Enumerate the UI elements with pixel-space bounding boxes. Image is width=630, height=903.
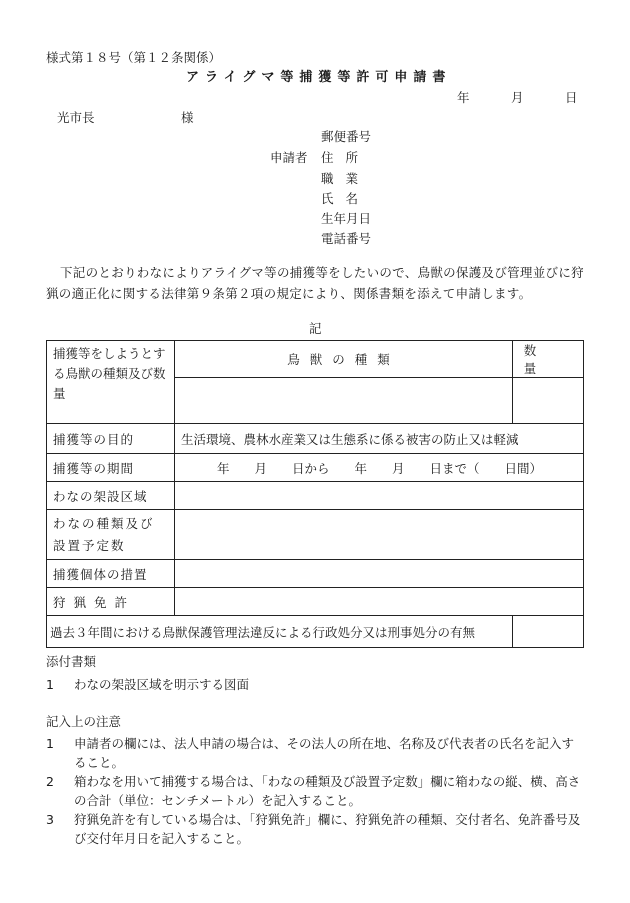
notes-heading: 記入上の注意 bbox=[46, 714, 122, 729]
quantity-input-cell[interactable] bbox=[513, 378, 584, 424]
note-item-text: 箱わなを用いて捕獲する場合は、「わなの種類及び設置予定数」欄に箱わなの縦、横、高さの合計（単位：センチメートル）を記入すること。 bbox=[74, 774, 581, 808]
disposal-label: 捕獲個体の措置 bbox=[47, 560, 175, 588]
note-item-number: 2 bbox=[46, 774, 54, 789]
note-item-text: 申請者の欄には、法人申請の場合は、その法人の所在地、名称及び代表者の氏名を記入すること。 bbox=[74, 736, 575, 770]
note-item-text: 狩猟免許を有している場合は、「狩猟免許」欄に、狩猟免許の種類、交付者名、免許番号及び交付年月日を記入すること。 bbox=[74, 812, 581, 846]
period-value[interactable]: 年 月 日から 年 月 日まで（ 日間） bbox=[175, 454, 584, 482]
license-label: 狩猟免許 bbox=[47, 588, 175, 616]
addressee-honorific: 様 bbox=[181, 110, 194, 125]
applicant-field-phone: 電話番号 bbox=[321, 231, 372, 246]
species-header: 鳥獣の種類 bbox=[175, 341, 513, 378]
applicant-field-name: 氏名 bbox=[321, 191, 371, 206]
disposal-row bbox=[47, 560, 584, 588]
note-item bbox=[46, 772, 586, 810]
addressee-office: 光市長 bbox=[57, 110, 95, 125]
attachment-item-text: わなの架設区域を明示する図面 bbox=[74, 677, 250, 692]
form-number: 様式第１８号（第１２条関係） bbox=[46, 50, 222, 65]
intro-paragraph: 下記のとおりわなによりアライグマ等の捕獲等をしたいので、鳥獣の保護及び管理並びに狩猟の適正化に関する法律第９条第２項の規定により、関係書類を添えて申請します。 bbox=[46, 265, 584, 301]
trap-input-cell[interactable] bbox=[175, 510, 584, 560]
attachments-heading: 添付書類 bbox=[46, 654, 97, 669]
applicant-field-address: 住所 bbox=[321, 150, 371, 165]
note-item-number: 3 bbox=[46, 812, 54, 827]
applicant-label: 申請者 bbox=[270, 150, 308, 165]
notes-section bbox=[46, 712, 586, 848]
note-item bbox=[46, 810, 586, 848]
violation-input-cell[interactable] bbox=[513, 616, 584, 648]
period-label: 捕獲等の期間 bbox=[47, 454, 175, 482]
note-item-number: 1 bbox=[46, 736, 54, 751]
species-label: 捕獲等をしようとする鳥獣の種類及び数量 bbox=[47, 341, 175, 424]
area-label: わなの架設区域 bbox=[47, 482, 175, 510]
application-table bbox=[46, 340, 584, 648]
license-row bbox=[47, 588, 584, 616]
trap-row bbox=[47, 510, 584, 560]
area-input-cell[interactable] bbox=[175, 482, 584, 510]
period-row bbox=[47, 454, 584, 482]
purpose-row bbox=[47, 424, 584, 454]
quantity-header: 数量 bbox=[513, 341, 584, 378]
attachment-item bbox=[46, 675, 586, 694]
note-item bbox=[46, 734, 586, 772]
species-input-cell[interactable] bbox=[175, 378, 513, 424]
applicant-field-postal: 郵便番号 bbox=[321, 129, 372, 144]
trap-label: わなの種類及び設置予定数 bbox=[47, 510, 175, 560]
applicant-field-birthdate: 生年月日 bbox=[321, 211, 372, 226]
ki-heading: 記 bbox=[309, 321, 322, 336]
violation-label: 過去３年間における鳥獣保護管理法違反による行政処分又は刑事処分の有無 bbox=[47, 616, 513, 648]
violation-row bbox=[47, 616, 584, 648]
purpose-label: 捕獲等の目的 bbox=[47, 424, 175, 454]
date-month: 月 bbox=[511, 90, 524, 105]
attachments-section bbox=[46, 652, 586, 694]
species-header-row bbox=[47, 341, 584, 378]
date-day: 日 bbox=[565, 90, 578, 105]
area-row bbox=[47, 482, 584, 510]
disposal-input-cell[interactable] bbox=[175, 560, 584, 588]
date-year: 年 bbox=[457, 90, 470, 105]
license-input-cell[interactable] bbox=[175, 588, 584, 616]
purpose-value: 生活環境、農林水産業又は生態系に係る被害の防止又は軽減 bbox=[175, 424, 584, 454]
applicant-field-occupation: 職業 bbox=[321, 171, 371, 186]
form-title: アライグマ等捕獲等許可申請書 bbox=[186, 70, 452, 85]
attachment-item-number: 1 bbox=[46, 677, 54, 692]
